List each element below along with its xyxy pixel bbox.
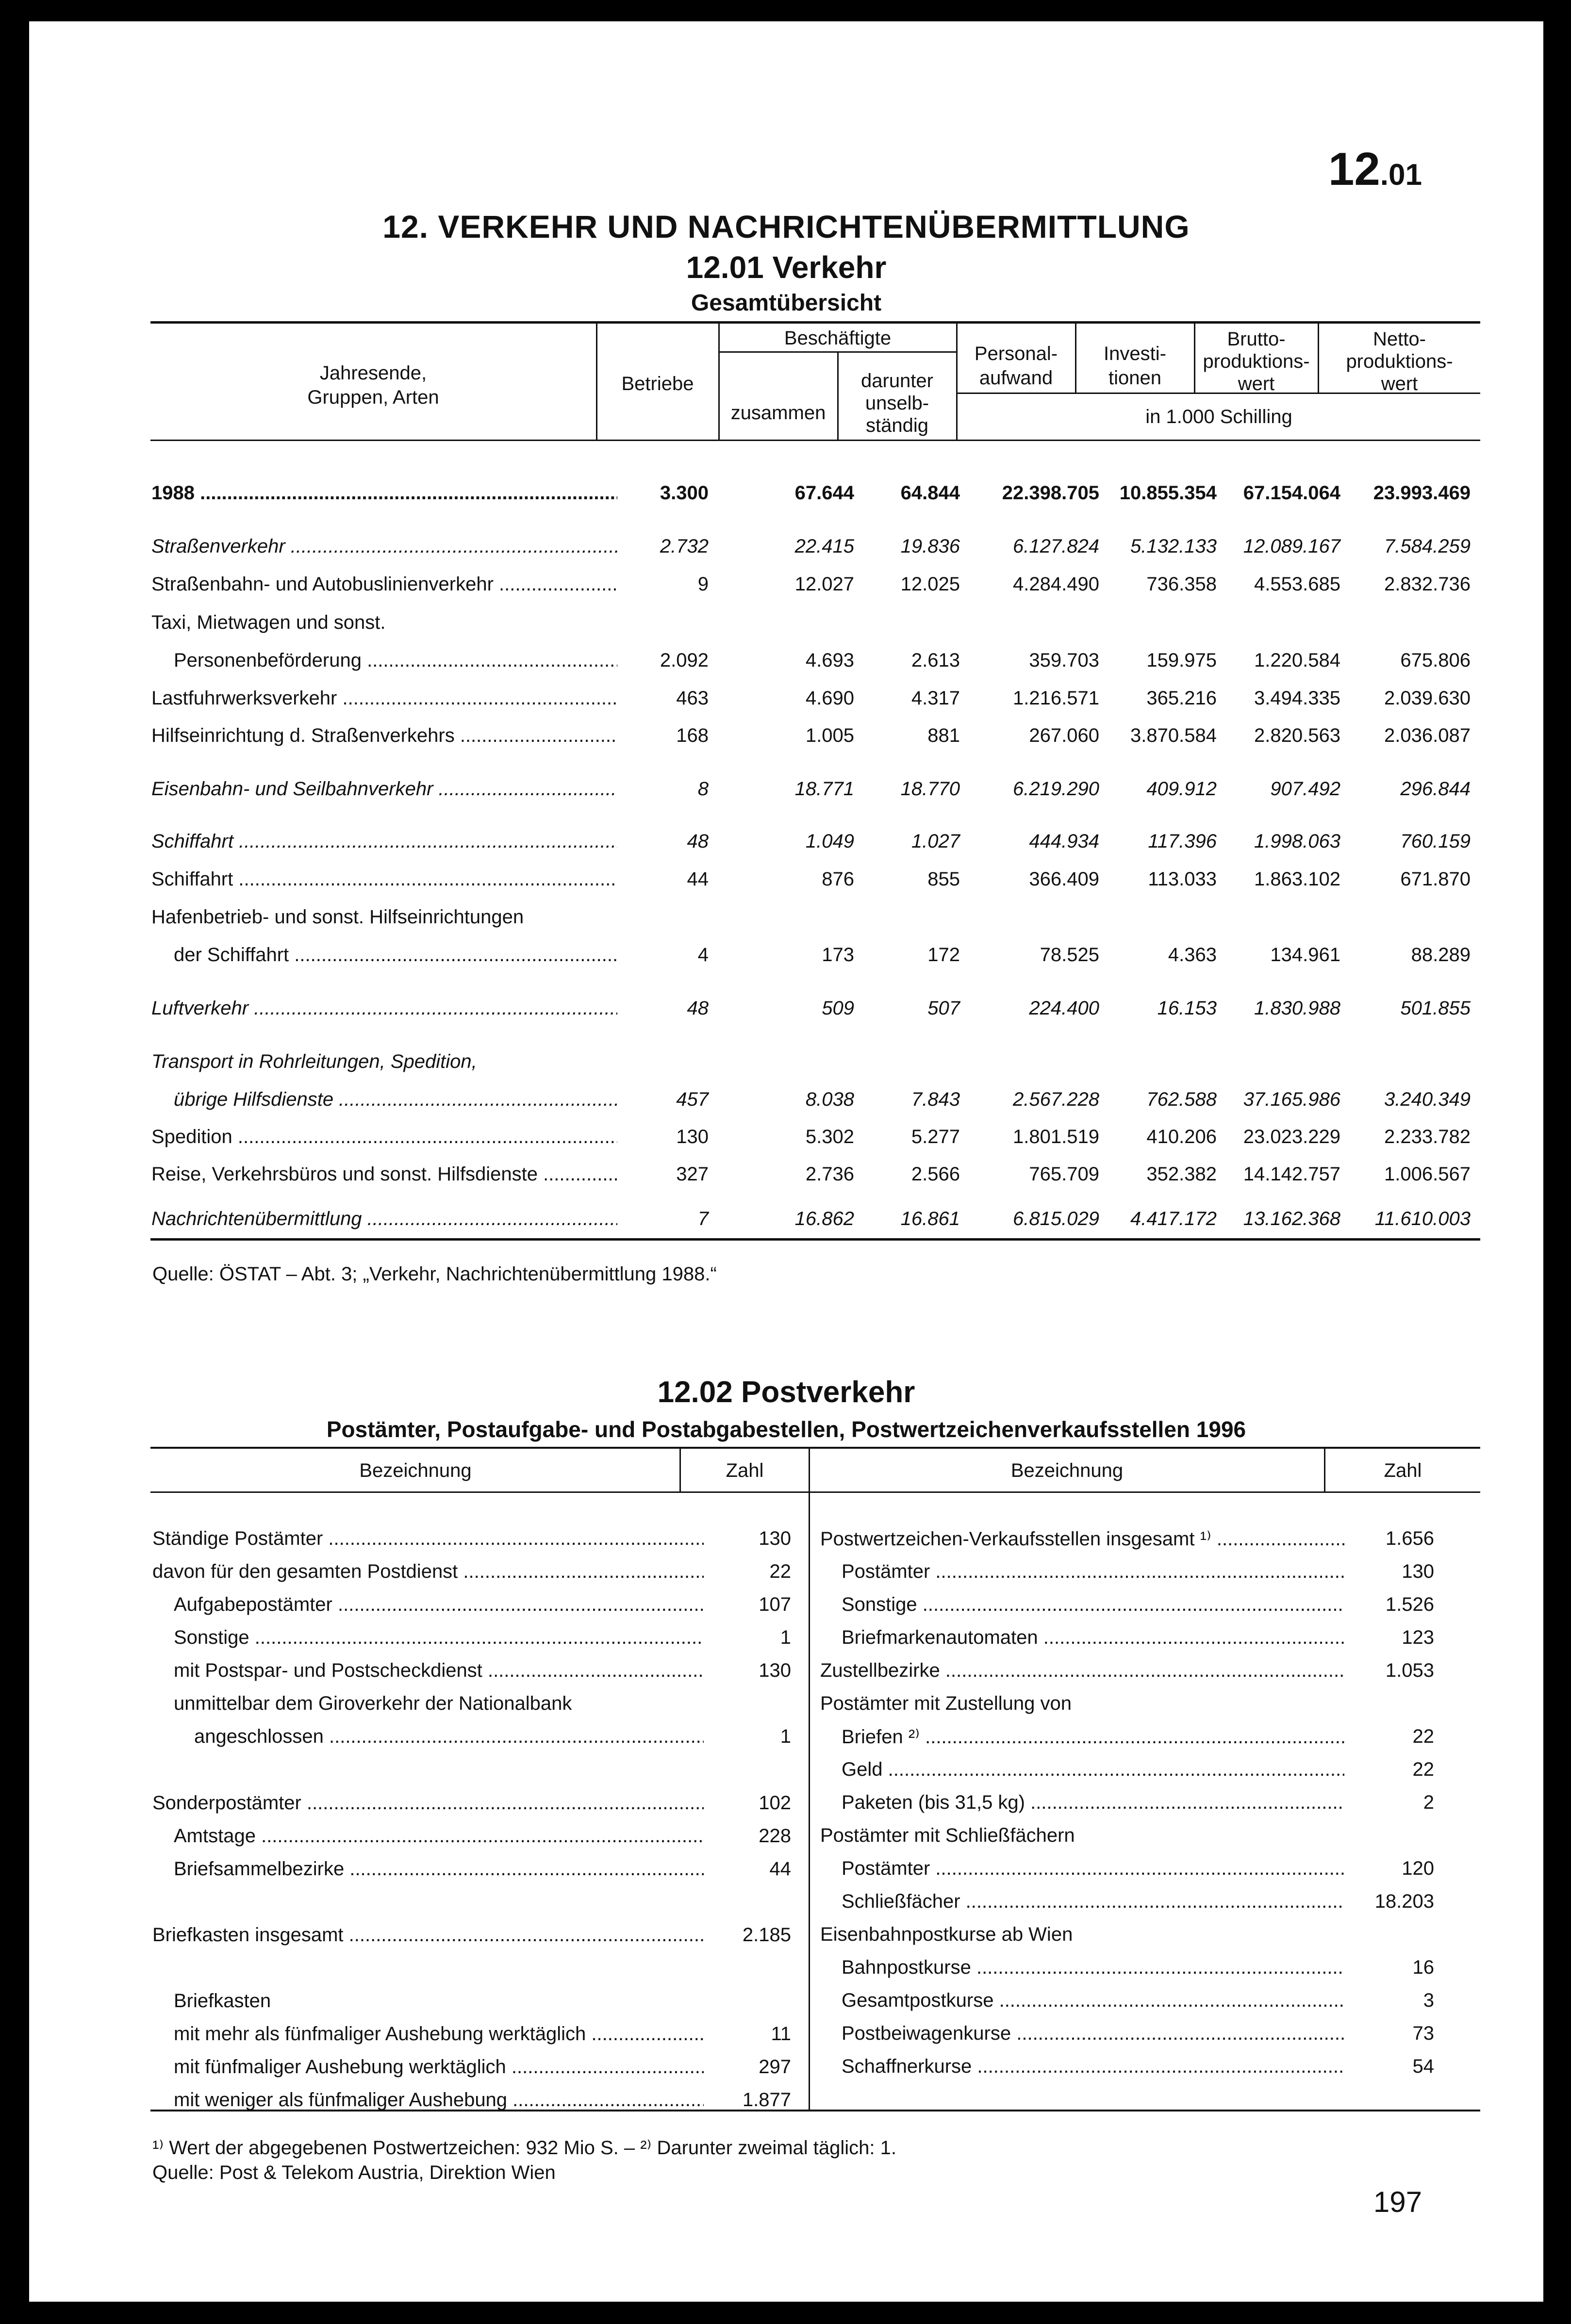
item-label: Briefkasten: [174, 1990, 271, 2012]
item-label: Amtstage .....: [174, 1825, 704, 1847]
cell-personalaufwand: 224.400: [1029, 998, 1099, 1019]
table2-header-bezeichnung-right: Bezeichnung: [1010, 1460, 1124, 1481]
table1-header-investitionen: [1076, 342, 1194, 390]
cell-investitionen: 762.588: [1146, 1089, 1217, 1110]
cell-betriebe: 8: [697, 778, 709, 800]
header-line: aufwand: [979, 367, 1053, 389]
item-label: Ständige Postämter .....: [152, 1528, 704, 1550]
item-label: Briefmarkenautomaten .....: [842, 1627, 1344, 1649]
row-label: Transport in Rohrleitungen, Spedition,: [151, 1051, 477, 1072]
row-label: Nachrichtenübermittlung .....: [151, 1208, 617, 1230]
header-line: wert: [1381, 373, 1418, 394]
page: [29, 21, 1543, 2302]
cell-unselbstaendig: 1.027: [911, 831, 960, 852]
table2-subtitle: Postämter, Postaufgabe- und Postabgabestellen, Postwertzeichenverkaufsstellen 1996: [326, 1417, 1246, 1442]
item-value: 2.185: [742, 1924, 791, 1946]
header-line: wert: [1238, 373, 1275, 394]
cell-betriebe: 3.300: [660, 482, 709, 504]
item-label: Schließfächer .....: [842, 1891, 1344, 1913]
cell-personalaufwand: 6.127.824: [1013, 536, 1099, 557]
cell-nettoproduktionswert: 501.855: [1400, 998, 1471, 1019]
cell-nettoproduktionswert: 2.039.630: [1384, 687, 1471, 709]
chapter-number: [1328, 143, 1422, 196]
item-value: 18.203: [1374, 1891, 1434, 1912]
header-line: unselb-: [865, 393, 929, 414]
row-label: Schiffahrt .....: [151, 831, 617, 852]
cell-zusammen: 12.027: [794, 573, 854, 595]
cell-nettoproduktionswert: 675.806: [1400, 650, 1471, 671]
cell-zusammen: 16.862: [794, 1208, 854, 1229]
cell-nettoproduktionswert: 2.233.782: [1384, 1126, 1471, 1147]
item-label: Briefkasten insgesamt .....: [152, 1924, 704, 1946]
cell-zusammen: 18.771: [794, 778, 854, 800]
cell-zusammen: 67.644: [794, 482, 854, 504]
cell-investitionen: 4.417.172: [1130, 1208, 1217, 1229]
item-label: Schaffnerkurse .....: [842, 2056, 1344, 2078]
cell-unselbstaendig: 881: [927, 725, 960, 746]
row-label: der Schiffahrt .....: [174, 944, 617, 966]
table1-header-personalaufwand: [957, 342, 1075, 390]
item-value: 130: [1402, 1561, 1434, 1582]
item-label: Geld .....: [842, 1759, 1344, 1781]
item-label: angeschlossen .....: [194, 1726, 704, 1748]
cell-zusammen: 173: [822, 944, 854, 966]
table1-header-betriebe: Betriebe: [621, 373, 694, 394]
item-label: mit weniger als fünfmaliger Aushebung .....: [174, 2089, 704, 2111]
row-label: übrige Hilfsdienste .....: [174, 1089, 617, 1111]
row-label: Spedition .....: [151, 1126, 617, 1148]
cell-personalaufwand: 267.060: [1029, 725, 1099, 746]
item-label: Eisenbahnpostkurse ab Wien: [820, 1924, 1073, 1945]
cell-investitionen: 5.132.133: [1130, 536, 1217, 557]
cell-investitionen: 736.358: [1146, 573, 1217, 595]
cell-investitionen: 352.382: [1146, 1163, 1217, 1185]
chapter-title: 12. VERKEHR UND NACHRICHTENÜBERMITTLUNG: [382, 209, 1190, 245]
item-label: Postwertzeichen-Verkaufsstellen insgesamt ¹⁾ .....: [820, 1528, 1344, 1550]
header-line: Brutto-: [1227, 328, 1286, 350]
cell-bruttoproduktionswert: 12.089.167: [1243, 536, 1340, 557]
item-value: 102: [759, 1792, 791, 1814]
cell-nettoproduktionswert: 760.159: [1400, 831, 1471, 852]
cell-personalaufwand: 4.284.490: [1013, 573, 1099, 595]
cell-unselbstaendig: 19.836: [900, 536, 960, 557]
cell-bruttoproduktionswert: 1.220.584: [1254, 650, 1340, 671]
item-label: Sonderpostämter .....: [152, 1792, 704, 1814]
item-label: Sonstige .....: [174, 1627, 704, 1649]
table1-header-bottom-rule: [150, 440, 1480, 441]
item-value: 130: [759, 1528, 791, 1549]
cell-investitionen: 10.855.354: [1119, 482, 1217, 504]
row-label: Personenbeförderung .....: [174, 650, 617, 671]
cell-unselbstaendig: 855: [927, 868, 960, 890]
item-value: 22: [1412, 1726, 1434, 1747]
cell-nettoproduktionswert: 11.610.003: [1374, 1208, 1471, 1229]
cell-bruttoproduktionswert: 2.820.563: [1254, 725, 1340, 746]
item-value: 2: [1423, 1792, 1434, 1813]
item-value: 22: [769, 1561, 791, 1582]
cell-betriebe: 4: [697, 944, 709, 966]
header-line: produktions-: [1346, 351, 1453, 372]
header-line: Gruppen, Arten: [307, 387, 439, 408]
cell-personalaufwand: 366.409: [1029, 868, 1099, 890]
table1-header-beschaeftigte: Beschäftigte: [784, 327, 892, 349]
cell-unselbstaendig: 16.861: [900, 1208, 960, 1229]
item-label: mit fünfmaliger Aushebung werktäglich .....: [174, 2056, 704, 2078]
table2-center-divider: [809, 1448, 810, 2111]
item-value: 16: [1412, 1957, 1434, 1978]
item-value: 107: [759, 1594, 791, 1615]
cell-zusammen: 1.005: [805, 725, 854, 746]
cell-unselbstaendig: 507: [927, 998, 960, 1019]
row-label: Eisenbahn- und Seilbahnverkehr .....: [151, 778, 617, 800]
cell-personalaufwand: 2.567.228: [1013, 1089, 1099, 1110]
cell-investitionen: 365.216: [1146, 687, 1217, 709]
item-value: 73: [1412, 2023, 1434, 2044]
item-value: 1.526: [1385, 1594, 1434, 1615]
header-line: ständig: [866, 415, 928, 436]
cell-investitionen: 113.033: [1148, 868, 1217, 890]
cell-investitionen: 16.153: [1157, 998, 1217, 1019]
cell-investitionen: 3.870.584: [1130, 725, 1217, 746]
item-value: 1.877: [742, 2089, 791, 2111]
table2-header-rule: [150, 1491, 1480, 1493]
cell-zusammen: 4.690: [805, 687, 854, 709]
table2-footnote: ¹⁾ Wert der abgegebenen Postwertzeichen: 932 Mio S. – ²⁾ Darunter zweimal täglich: 1.: [152, 2137, 897, 2159]
item-value: 54: [1412, 2056, 1434, 2077]
table2-top-rule: [150, 1447, 1480, 1449]
cell-betriebe: 457: [676, 1089, 709, 1110]
table1-header-unselbstaendig: [838, 370, 956, 437]
item-label: Gesamtpostkurse .....: [842, 1990, 1344, 2012]
item-label: Postämter mit Schließfächern: [820, 1825, 1075, 1846]
cell-investitionen: 409.912: [1146, 778, 1217, 800]
row-label: Hilfseinrichtung d. Straßenverkehrs .....: [151, 725, 617, 747]
cell-personalaufwand: 6.219.290: [1013, 778, 1099, 800]
table1-header-unit: in 1.000 Schilling: [1145, 406, 1292, 427]
item-label: Postbeiwagenkurse .....: [842, 2023, 1344, 2045]
cell-nettoproduktionswert: 23.993.469: [1373, 482, 1471, 504]
item-label: Sonstige .....: [842, 1594, 1344, 1616]
row-label: 1988 .....: [151, 482, 617, 504]
cell-betriebe: 44: [687, 868, 709, 890]
header-line: Investi-: [1104, 343, 1166, 364]
cell-betriebe: 168: [676, 725, 709, 746]
cell-betriebe: 2.092: [660, 650, 709, 671]
cell-zusammen: 876: [822, 868, 854, 890]
item-label: Zustellbezirke .....: [820, 1660, 1344, 1682]
table1-header-nettoproduktionswert: [1319, 328, 1480, 395]
item-label: davon für den gesamten Postdienst .....: [152, 1561, 704, 1583]
item-label: Postämter .....: [842, 1858, 1344, 1880]
cell-betriebe: 48: [687, 831, 709, 852]
cell-betriebe: 9: [697, 573, 709, 595]
cell-betriebe: 327: [676, 1163, 709, 1185]
item-value: 228: [759, 1825, 791, 1847]
cell-zusammen: 22.415: [794, 536, 854, 557]
cell-unselbstaendig: 2.566: [911, 1163, 960, 1185]
cell-personalaufwand: 1.801.519: [1013, 1126, 1099, 1147]
cell-unselbstaendig: 2.613: [911, 650, 960, 671]
cell-zusammen: 5.302: [805, 1126, 854, 1147]
chapter-number-main: 12: [1328, 143, 1380, 195]
cell-bruttoproduktionswert: 14.142.757: [1243, 1163, 1340, 1185]
item-value: 297: [759, 2056, 791, 2078]
cell-betriebe: 2.732: [660, 536, 709, 557]
cell-betriebe: 48: [687, 998, 709, 1019]
table1-header-bruttoproduktionswert: [1195, 328, 1318, 395]
item-value: 22: [1412, 1759, 1434, 1780]
table2-header-bezeichnung-left: Bezeichnung: [359, 1460, 472, 1481]
cell-nettoproduktionswert: 2.832.736: [1384, 573, 1471, 595]
header-line: tionen: [1108, 367, 1161, 389]
cell-personalaufwand: 359.703: [1029, 650, 1099, 671]
cell-personalaufwand: 78.525: [1040, 944, 1099, 966]
table1-subtitle: Gesamtübersicht: [691, 290, 882, 316]
chapter-number-sub: .01: [1380, 158, 1422, 192]
cell-zusammen: 1.049: [805, 831, 854, 852]
row-label: Luftverkehr .....: [151, 998, 617, 1019]
item-label: mit Postspar- und Postscheckdienst .....: [174, 1660, 704, 1682]
cell-bruttoproduktionswert: 907.492: [1270, 778, 1340, 800]
cell-personalaufwand: 1.216.571: [1013, 687, 1099, 709]
item-label: unmittelbar dem Giroverkehr der Nationalbank: [174, 1693, 572, 1714]
cell-unselbstaendig: 7.843: [911, 1089, 960, 1110]
item-value: 1: [780, 1627, 791, 1648]
header-line: Netto-: [1373, 328, 1426, 350]
cell-bruttoproduktionswert: 1.863.102: [1254, 868, 1340, 890]
table1-header-zusammen: zusammen: [730, 402, 826, 424]
item-value: 1.053: [1385, 1660, 1434, 1681]
cell-investitionen: 117.396: [1148, 831, 1217, 852]
item-value: 11: [771, 2023, 791, 2045]
table2-header-zahl-right: Zahl: [1384, 1460, 1422, 1481]
cell-nettoproduktionswert: 3.240.349: [1384, 1089, 1471, 1110]
cell-personalaufwand: 444.934: [1029, 831, 1099, 852]
row-label: Schiffahrt .....: [151, 868, 617, 890]
cell-nettoproduktionswert: 671.870: [1400, 868, 1471, 890]
cell-bruttoproduktionswert: 3.494.335: [1254, 687, 1340, 709]
row-label: Straßenverkehr .....: [151, 536, 617, 557]
cell-unselbstaendig: 64.844: [900, 482, 960, 504]
cell-personalaufwand: 6.815.029: [1013, 1208, 1099, 1229]
cell-bruttoproduktionswert: 1.830.988: [1254, 998, 1340, 1019]
table2-header-zahl-left: Zahl: [726, 1460, 764, 1481]
table1-source: Quelle: ÖSTAT – Abt. 3; „Verkehr, Nachrichtenübermittlung 1988.“: [152, 1263, 717, 1285]
item-label: Postämter mit Zustellung von: [820, 1693, 1072, 1714]
cell-nettoproduktionswert: 2.036.087: [1384, 725, 1471, 746]
cell-zusammen: 4.693: [805, 650, 854, 671]
row-label: Lastfuhrwerksverkehr .....: [151, 687, 617, 709]
item-label: Bahnpostkurse .....: [842, 1957, 1344, 1979]
cell-bruttoproduktionswert: 134.961: [1270, 944, 1340, 966]
cell-personalaufwand: 765.709: [1029, 1163, 1099, 1185]
cell-nettoproduktionswert: 296.844: [1400, 778, 1471, 800]
page-number: 197: [1373, 2186, 1422, 2218]
item-value: 1.656: [1385, 1528, 1434, 1549]
cell-unselbstaendig: 172: [927, 944, 960, 966]
header-line: darunter: [861, 370, 933, 392]
row-label: Reise, Verkehrsbüros und sonst. Hilfsdienste .....: [151, 1163, 617, 1185]
cell-investitionen: 4.363: [1168, 944, 1217, 966]
item-value: 44: [769, 1858, 791, 1880]
cell-betriebe: 463: [676, 687, 709, 709]
row-label: Taxi, Mietwagen und sonst.: [151, 612, 386, 633]
cell-bruttoproduktionswert: 67.154.064: [1243, 482, 1340, 504]
header-line: Personal-: [974, 343, 1058, 364]
cell-betriebe: 130: [676, 1126, 709, 1147]
table1-bottom-rule: [150, 1238, 1480, 1241]
item-value: 120: [1402, 1858, 1434, 1879]
cell-bruttoproduktionswert: 13.162.368: [1243, 1208, 1340, 1229]
header-line: Jahresende,: [319, 362, 427, 384]
cell-betriebe: 7: [697, 1208, 709, 1229]
table1-header-jahresende: [150, 361, 596, 409]
row-label: Hafenbetrieb- und sonst. Hilfseinrichtungen: [151, 906, 524, 928]
cell-zusammen: 8.038: [805, 1089, 854, 1110]
item-label: mit mehr als fünfmaliger Aushebung werktäglich .....: [174, 2023, 704, 2045]
cell-investitionen: 159.975: [1146, 650, 1217, 671]
item-label: Postämter .....: [842, 1561, 1344, 1583]
cell-unselbstaendig: 12.025: [900, 573, 960, 595]
cell-unselbstaendig: 4.317: [911, 687, 960, 709]
cell-nettoproduktionswert: 1.006.567: [1384, 1163, 1471, 1185]
cell-bruttoproduktionswert: 23.023.229: [1243, 1126, 1340, 1147]
cell-personalaufwand: 22.398.705: [1002, 482, 1099, 504]
cell-unselbstaendig: 5.277: [911, 1126, 960, 1147]
cell-nettoproduktionswert: 7.584.259: [1384, 536, 1471, 557]
table1-title: 12.01 Verkehr: [686, 250, 887, 285]
item-value: 130: [759, 1660, 791, 1681]
item-label: Paketen (bis 31,5 kg) .....: [842, 1792, 1344, 1814]
item-value: 3: [1423, 1990, 1434, 2011]
item-value: 1: [780, 1726, 791, 1747]
table2-title: 12.02 Postverkehr: [657, 1375, 915, 1409]
cell-bruttoproduktionswert: 4.553.685: [1254, 573, 1340, 595]
cell-bruttoproduktionswert: 37.165.986: [1243, 1089, 1340, 1110]
item-label: Briefen ²⁾ .....: [842, 1726, 1344, 1748]
cell-zusammen: 509: [822, 998, 854, 1019]
item-label: Aufgabepostämter .....: [174, 1594, 704, 1616]
cell-investitionen: 410.206: [1146, 1126, 1217, 1147]
header-line: produktions-: [1203, 351, 1310, 372]
cell-zusammen: 2.736: [805, 1163, 854, 1185]
cell-bruttoproduktionswert: 1.998.063: [1254, 831, 1340, 852]
cell-unselbstaendig: 18.770: [900, 778, 960, 800]
item-label: Briefsammelbezirke .....: [174, 1858, 704, 1880]
item-value: 123: [1402, 1627, 1434, 1648]
row-label: Straßenbahn- und Autobuslinienverkehr .....: [151, 573, 617, 595]
cell-nettoproduktionswert: 88.289: [1411, 944, 1471, 966]
table1-top-rule: [150, 321, 1480, 324]
table2-source: Quelle: Post & Telekom Austria, Direktion Wien: [152, 2162, 556, 2183]
